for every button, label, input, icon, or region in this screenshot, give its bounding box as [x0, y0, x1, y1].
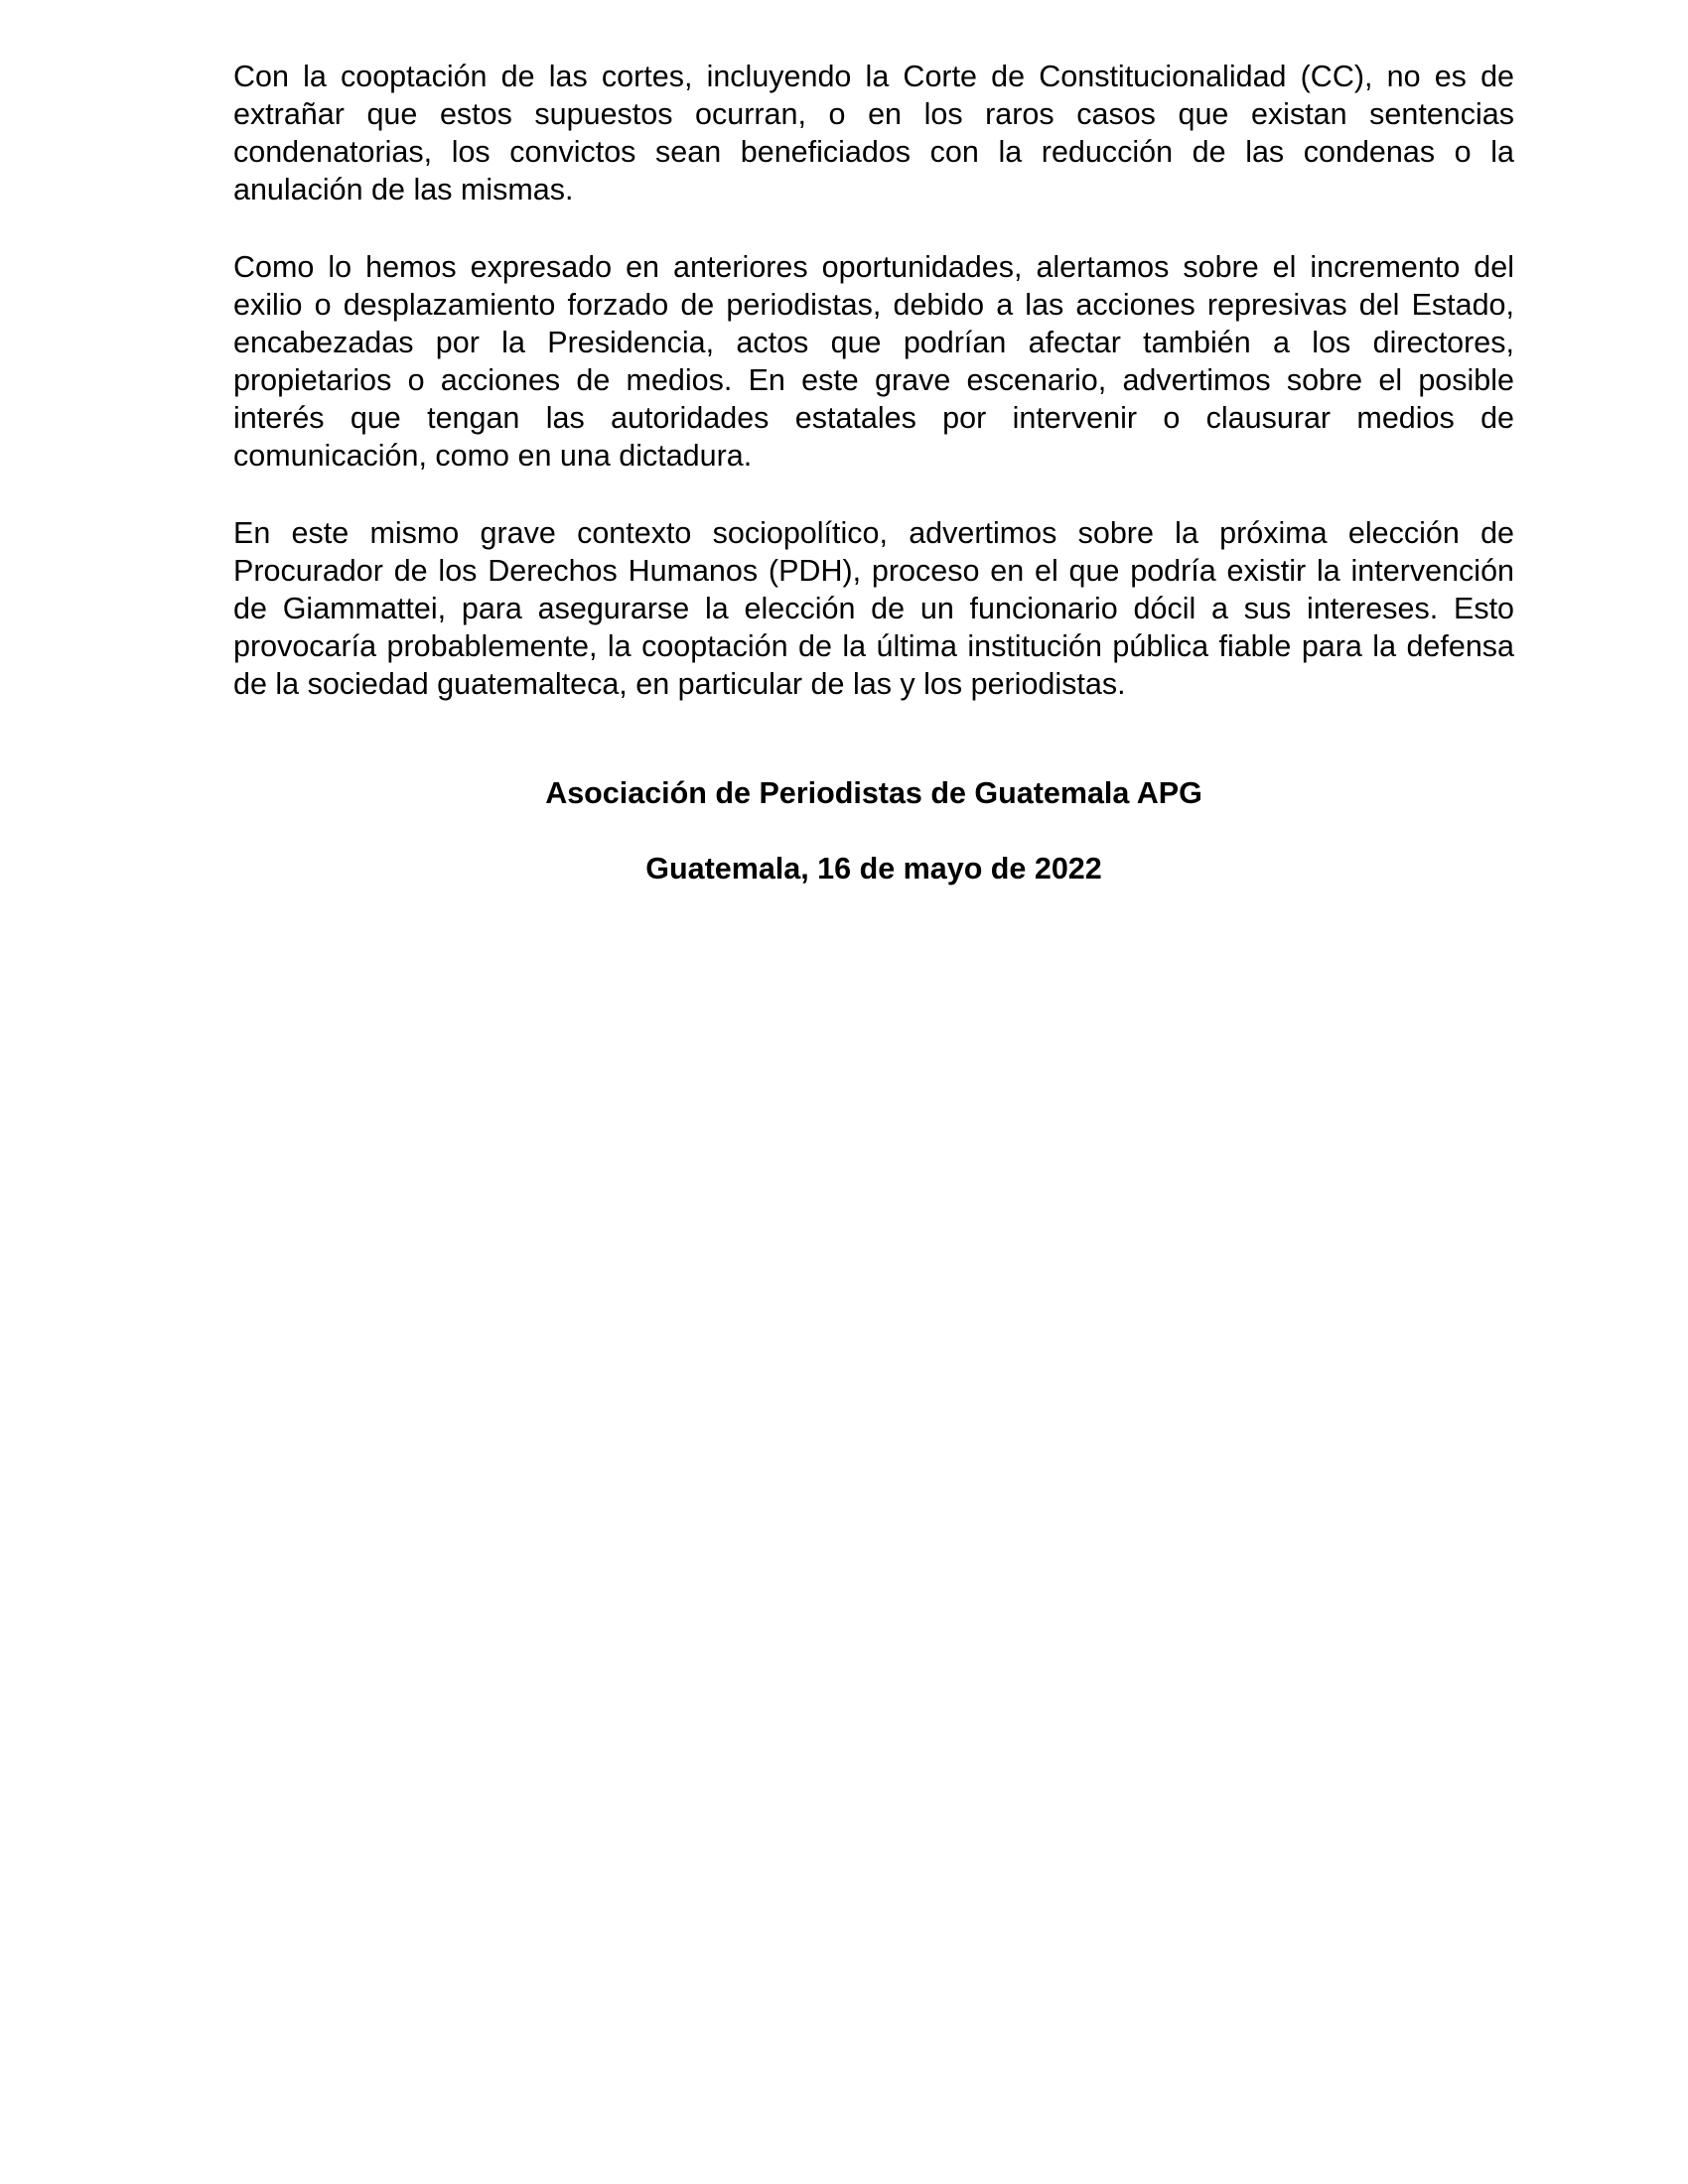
- paragraph-journalist-exile: Como lo hemos expresado en anteriores oportunidades, alertamos sobre el incremento del exilio o desplazamiento forzado de periodistas, debido a las acciones represivas del Estado, encabezadas por la Presidencia, actos que podrían afectar también a los directores, propietarios o acciones de medios. En este grave escenario, advertimos sobre el posible interés que tengan las autoridades estatales por intervenir o clausurar medios de comunicación, como en una dictadura.: [233, 250, 1514, 473]
- paragraph-pdh-election: En este mismo grave contexto sociopolítico, advertimos sobre la próxima elección de Procurador de los Derechos Humanos (PDH), proceso en el que podría existir la intervención de Giammattei, para asegurarse la elección de un funcionario dócil a sus intereses. Esto provocaría probablemente, la cooptación de la última institución pública fiable para la defensa de la sociedad guatemalteca, en particular de las y los periodistas.: [233, 516, 1514, 701]
- paragraph-cooptation-courts: Con la cooptación de las cortes, incluyendo la Corte de Constitucionalidad (CC), no es de extrañar que estos supuestos ocurran, o en los raros casos que existan sentencias condenatorias, los convictos sean beneficiados con la reducción de las condenas o la anulación de las mismas.: [233, 60, 1514, 206]
- signature-date: Guatemala, 16 de mayo de 2022: [645, 852, 1102, 886]
- signature-organization: Asociación de Periodistas de Guatemala APG: [545, 776, 1202, 810]
